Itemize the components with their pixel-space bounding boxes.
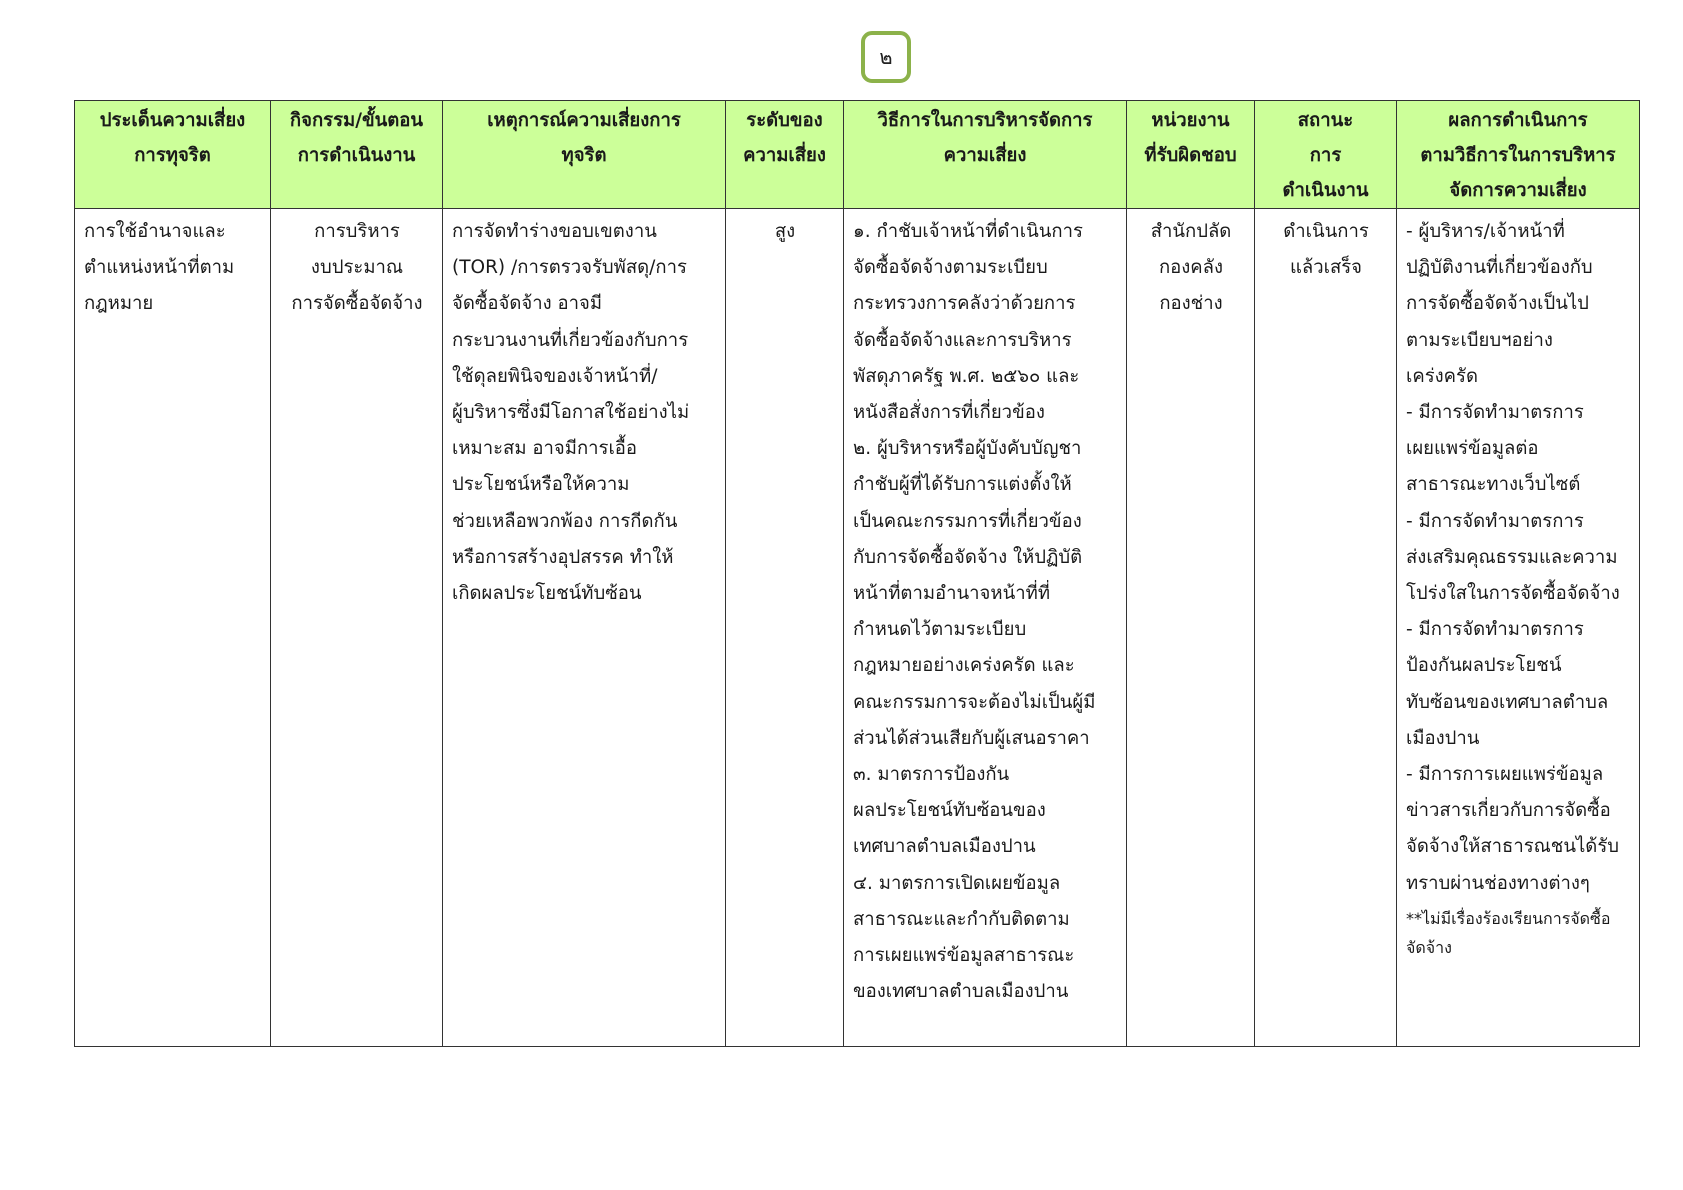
cell-results: - ผู้บริหาร/เจ้าหน้าที่ ปฏิบัติงานที่เกี่ยวข้องกับ การจัดซื้อจัดจ้างเป็นไป ตามระเบียบฯอย่าง เคร่งครัด - มีการจัดทำมาตรการ เผยแพร่ข้อมูลต่อ สาธารณะทางเว็บไซต์ - มีการจัดทำมาตรการ ส่งเสริมคุณธรรมและความ โปร่งใสในการจัดซื้อจัดจ้าง - มีการจัดทำมาตรการ ป้องกันผลประโยชน์ ทับซ้อนของเทศบาลตำบล เมืองปาน - มีการการเผยแพร่ข้อมูล ข่าวสารเกี่ยวกับการจัดซื้อ จัดจ้างให้สาธารณชนได้รับ ทราบผ่านช่องทางต่างๆ **ไม่มีเรื่องร้องเรียนการจัดซื้อ จัดจ้าง	[1397, 209, 1640, 1047]
header-activity: กิจกรรม/ขั้นตอน การดำเนินงาน	[271, 101, 443, 209]
page-number: ๒	[861, 31, 911, 83]
cell-responsible-units: สำนักปลัด กองคลัง กองช่าง	[1127, 209, 1255, 1047]
header-risk-level: ระดับของ ความเสี่ยง	[726, 101, 844, 209]
cell-risk-level: สูง	[726, 209, 844, 1047]
table-row	[75, 209, 1640, 1047]
cell-status: ดำเนินการ แล้วเสร็จ	[1255, 209, 1397, 1047]
cell-management-methods: ๑. กำชับเจ้าหน้าที่ดำเนินการ จัดซื้อจัดจ้างตามระเบียบ กระทรวงการคลังว่าด้วยการ จัดซื้อจัดจ้างและการบริหาร พัสดุภาครัฐ พ.ศ. ๒๕๖๐ และ หนังสือสั่งการที่เกี่ยวข้อง ๒. ผู้บริหารหรือผู้บังคับบัญชา กำชับผู้ที่ได้รับการแต่งตั้งให้ เป็นคณะกรรมการที่เกี่ยวข้อง กับการจัดซื้อจัดจ้าง ให้ปฏิบัติ หน้าที่ตามอำนาจหน้าที่ที่ กำหนดไว้ตามระเบียบ กฎหมายอย่างเคร่งครัด และ คณะกรรมการจะต้องไม่เป็นผู้มี ส่วนได้ส่วนเสียกับผู้เสนอราคา ๓. มาตรการป้องกัน ผลประโยชน์ทับซ้อนของ เทศบาลตำบลเมืองปาน ๔. มาตรการเปิดเผยข้อมูล สาธารณะและกำกับติดตาม การเผยแพร่ข้อมูลสาธารณะ ของเทศบาลตำบลเมืองปาน	[844, 209, 1127, 1047]
cell-risk-event: การจัดทำร่างขอบเขตงาน (TOR) /การตรวจรับพัสดุ/การ จัดซื้อจัดจ้าง อาจมี กระบวนงานที่เกี่ยวข้องกับการ ใช้ดุลยพินิจของเจ้าหน้าที่/ ผู้บริหารซึ่งมีโอกาสใช้อย่างไม่ เหมาะสม อาจมีการเอื้อ ประโยชน์หรือให้ความ ช่วยเหลือพวกพ้อง การกีดกัน หรือการสร้างอุปสรรค ทำให้ เกิดผลประโยชน์ทับซ้อน	[443, 209, 726, 1047]
risk-management-table	[74, 100, 1640, 1047]
header-responsible-units: หน่วยงาน ที่รับผิดชอบ	[1127, 101, 1255, 209]
results-note: **ไม่มีเรื่องร้องเรียนการจัดซื้อ จัดจ้าง	[1406, 908, 1611, 957]
cell-risk-issue: การใช้อำนาจและ ตำแหน่งหน้าที่ตาม กฎหมาย	[75, 209, 271, 1047]
header-status: สถานะ การ ดำเนินงาน	[1255, 101, 1397, 209]
table-header-row	[75, 101, 1640, 209]
cell-activity: การบริหาร งบประมาณ การจัดซื้อจัดจ้าง	[271, 209, 443, 1047]
header-risk-issue: ประเด็นความเสี่ยง การทุจริต	[75, 101, 271, 209]
header-management-methods: วิธีการในการบริหารจัดการ ความเสี่ยง	[844, 101, 1127, 209]
header-risk-event: เหตุการณ์ความเสี่ยงการ ทุจริต	[443, 101, 726, 209]
header-results: ผลการดำเนินการ ตามวิธีการในการบริหาร จัดการความเสี่ยง	[1397, 101, 1640, 209]
